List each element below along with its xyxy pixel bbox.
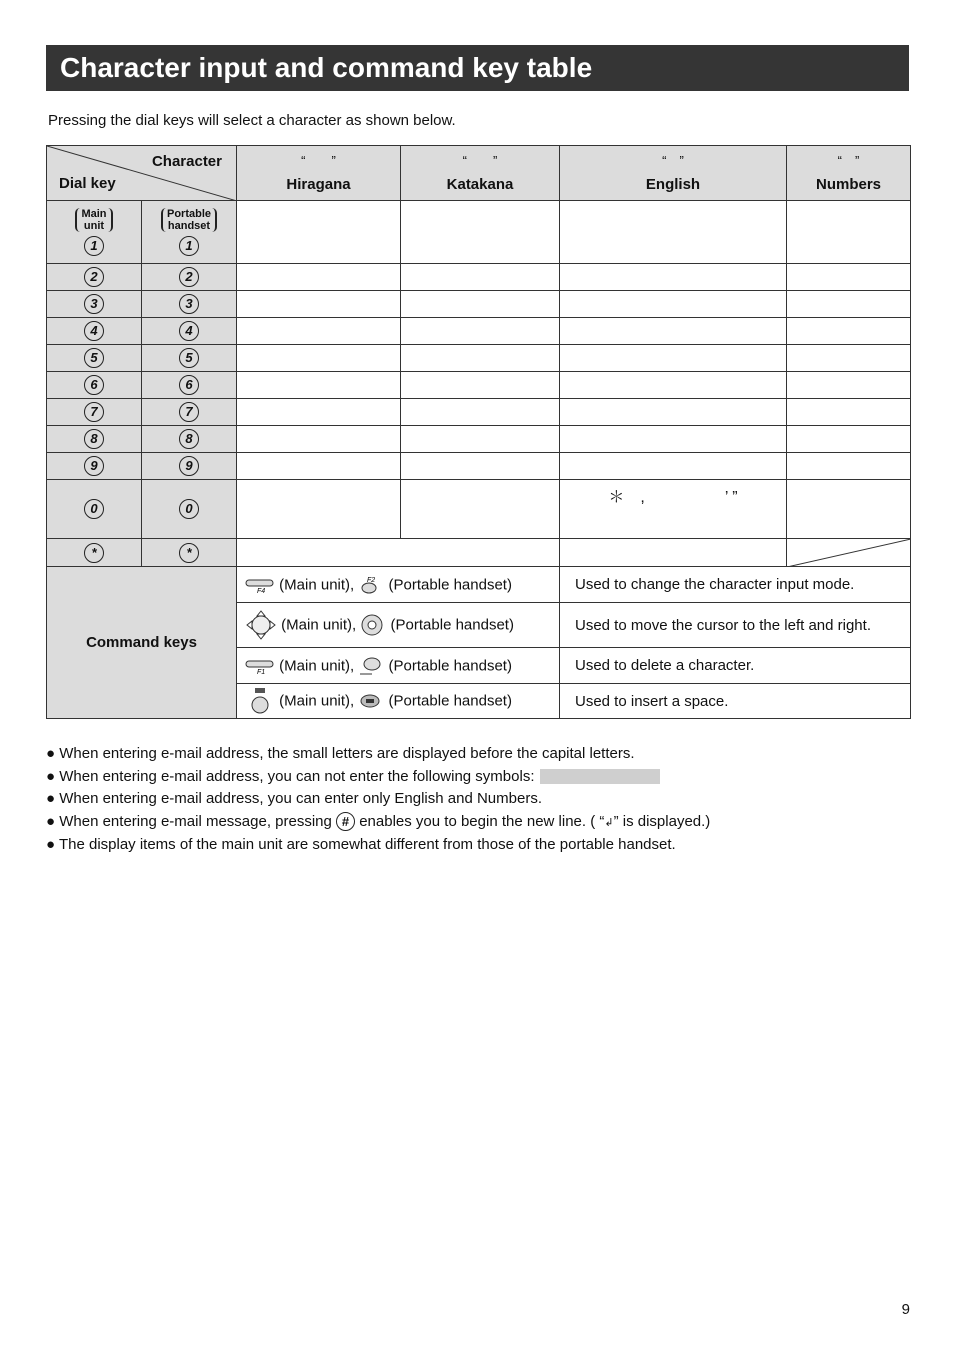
table-row — [47, 345, 911, 372]
dial-key-3-icon: 3 — [179, 294, 199, 314]
f2-key-icon — [358, 575, 384, 595]
list-item: ● When entering e-mail address, you can enter only English and Numbers. — [46, 790, 542, 808]
hold-key-icon — [245, 688, 275, 714]
table-row — [47, 201, 911, 264]
command-key-desc: F4 (Main unit), F2 (Portable handset) — [237, 567, 560, 603]
newline-icon: ↲ — [604, 816, 614, 829]
command-use-text: Used to insert a space. — [560, 684, 911, 719]
f1-key-icon — [245, 657, 275, 675]
dial-key-1-icon: 1 — [179, 236, 199, 256]
table-row — [47, 318, 911, 345]
col-hiragana: “ ” Hiragana — [237, 146, 401, 201]
dial-key-8-icon: 8 — [179, 429, 199, 449]
list-item: ● When entering e-mail message, pressing # enables you to begin the new line. ( “↲” is displayed.) — [46, 812, 711, 830]
dial-key-6-icon: 6 — [179, 375, 199, 395]
dial-key-4-icon: 4 — [179, 321, 199, 341]
table-row — [47, 291, 911, 318]
command-use-text: Used to change the character input mode. — [560, 567, 911, 603]
empty-diagonal-cell — [787, 539, 911, 567]
hash-key-icon: # — [336, 812, 355, 831]
dial-key-1-icon: 1 — [84, 236, 104, 256]
command-key-desc: F1 (Main unit), (Portable handset) — [237, 648, 560, 684]
dial-key-3-icon: 3 — [84, 294, 104, 314]
command-use-text: Used to delete a character. — [560, 648, 911, 684]
dial-key-star-icon: * — [84, 543, 104, 563]
command-keys-label: Command keys — [47, 567, 237, 719]
dial-key-2-icon: 2 — [179, 267, 199, 287]
dial-key-0-icon: 0 — [179, 499, 199, 519]
dial-key-5-icon: 5 — [84, 348, 104, 368]
title-bar — [46, 45, 909, 91]
command-use-text: Used to move the cursor to the left and right. — [560, 603, 911, 648]
list-item: ● When entering e-mail address, the small letters are displayed before the capital letters. — [46, 745, 635, 762]
header-row — [47, 146, 911, 201]
command-key-desc: (Main unit), (Portable handset) — [237, 603, 560, 648]
portable-key-1 — [142, 201, 237, 264]
command-row — [47, 567, 911, 603]
hold-key-icon — [358, 691, 384, 711]
main-unit-key-1 — [47, 201, 142, 264]
list-item: ● When entering e-mail address, you can not enter the following symbols: — [46, 766, 710, 789]
notes-list — [46, 743, 710, 857]
svg-text:F2: F2 — [367, 576, 376, 584]
col-numbers: “ ” Numbers — [787, 146, 911, 201]
main-unit-label: Main unit — [75, 208, 112, 232]
corner-header — [47, 146, 237, 201]
table-row — [47, 539, 911, 567]
col-katakana: “ ” Katakana — [401, 146, 560, 201]
clear-key-icon — [358, 655, 384, 677]
page-title: Character input and command key table — [60, 52, 593, 83]
cell-diagonal-line — [787, 539, 911, 567]
dial-key-6-icon: 6 — [84, 375, 104, 395]
dial-key-2-icon: 2 — [84, 267, 104, 287]
table-row — [47, 453, 911, 480]
symbols-placeholder — [540, 769, 660, 784]
f4-key-icon — [245, 576, 275, 594]
svg-text:F1: F1 — [257, 668, 266, 675]
navigator-key-icon — [360, 613, 386, 637]
svg-text:F4: F4 — [257, 587, 266, 594]
portable-handset-label: Portable handset — [161, 208, 217, 232]
table-row — [47, 480, 911, 539]
dial-key-8-icon: 8 — [84, 429, 104, 449]
dial-key-star-icon: * — [179, 543, 199, 563]
dial-key-9-icon: 9 — [84, 456, 104, 476]
command-key-desc: (Main unit), (Portable handset) — [237, 684, 560, 719]
col-english: “ ” English — [560, 146, 787, 201]
dial-key-0-icon: 0 — [84, 499, 104, 519]
dial-key-7-icon: 7 — [84, 402, 104, 422]
character-key-table — [46, 145, 911, 719]
dial-key-7-icon: 7 — [179, 402, 199, 422]
dial-key-4-icon: 4 — [84, 321, 104, 341]
table-row — [47, 399, 911, 426]
table-row — [47, 264, 911, 291]
page-number: 9 — [901, 1301, 910, 1318]
intro-text: Pressing the dial keys will select a character as shown below. — [48, 112, 456, 129]
table-row — [47, 426, 911, 453]
english-symbols-cell: ＊ , ’ ” — [560, 480, 787, 539]
table-row — [47, 372, 911, 399]
dial-key-9-icon: 9 — [179, 456, 199, 476]
list-item: ● The display items of the main unit are somewhat different from those of the portable handset. — [46, 836, 676, 854]
dial-key-label: Dial key — [59, 175, 116, 192]
character-label: Character — [151, 153, 222, 170]
navigator-key-icon — [245, 610, 277, 640]
dial-key-5-icon: 5 — [179, 348, 199, 368]
